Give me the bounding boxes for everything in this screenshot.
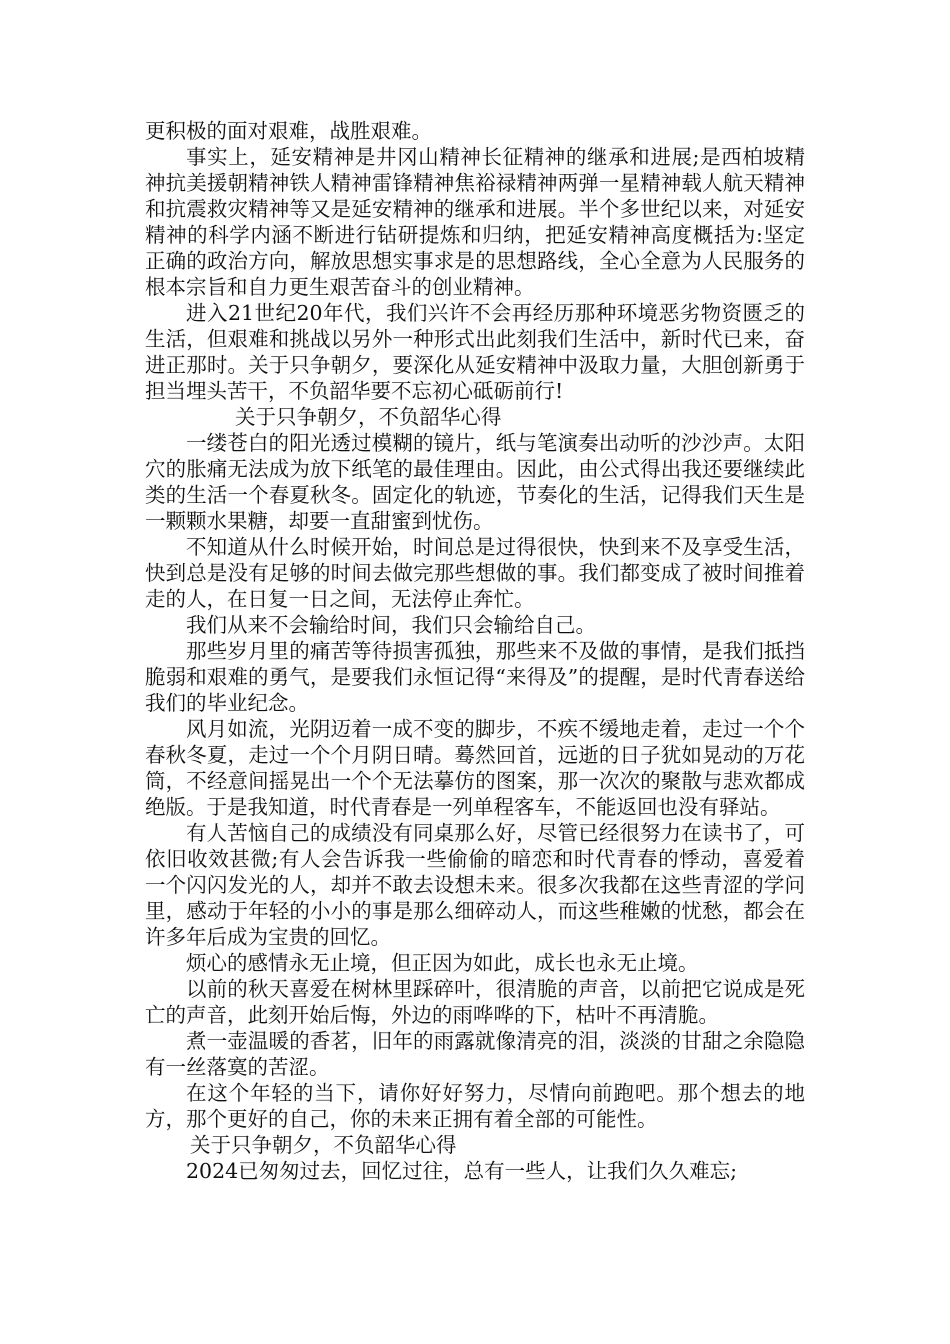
paragraph-9: 有人苦恼自己的成绩没有同桌那么好，尽管已经很努力在读书了，可依旧收效甚微;有人会告诉我一些偷偷的暗恋和时代青春的悸动，喜爱着一个闪闪发光的人，却并不敢去设想未来。很多次我都在这些青涩的学问里，感动于年轻的小小的事是那么细碎动人，而这些稚嫩的忧愁，都会在许多年后成为宝贵的回忆。 [145, 821, 805, 949]
section-heading-2: 关于只争朝夕，不负韶华心得 [190, 1133, 457, 1157]
paragraph-14: 2024已匆匆过去，回忆过往，总有一些人，让我们久久难忘; [186, 1159, 738, 1183]
paragraph-1: 更积极的面对艰难，战胜艰难。 [145, 119, 432, 143]
paragraph-13: 在这个年轻的当下，请你好好努力，尽情向前跑吧。那个想去的地方，那个更好的自己，你的未来正拥有着全部的可能性。 [145, 1081, 805, 1131]
paragraph-5: 不知道从什么时候开始，时间总是过得很快，快到来不及享受生活，快到总是没有足够的时间去做完那些想做的事。我们都变成了被时间推着走的人，在日复一日之间，无法停止奔忙。 [145, 535, 805, 611]
paragraph-12: 煮一壶温暖的香茗，旧年的雨露就像清亮的泪，淡淡的甘甜之余隐隐有一丝落寞的苦涩。 [145, 1029, 805, 1079]
paragraph-6: 我们从来不会输给时间，我们只会输给自己。 [186, 613, 596, 637]
paragraph-11: 以前的秋天喜爱在树林里踩碎叶，很清脆的声音，以前把它说成是死亡的声音，此刻开始后悔，外边的雨哗哗的下，枯叶不再清脆。 [145, 977, 805, 1027]
paragraph-7: 那些岁月里的痛苦等待损害孤独，那些来不及做的事情，是我们抵挡脆弱和艰难的勇气，是要我们永恒记得“来得及”的提醒，是时代青春送给我们的毕业纪念。 [145, 639, 805, 715]
section-heading-1: 关于只争朝夕，不负韶华心得 [235, 405, 502, 429]
paragraph-4: 一缕苍白的阳光透过模糊的镜片，纸与笔演奏出动听的沙沙声。太阳穴的胀痛无法成为放下纸笔的最佳理由。因此，由公式得出我还要继续此类的生活一个春夏秋冬。固定化的轨迹，节奏化的生活，记得我们天生是一颗颗水果糖，却要一直甜蜜到忧伤。 [145, 431, 805, 533]
document-page [145, 118, 805, 1184]
paragraph-8: 风月如流，光阴迈着一成不变的脚步，不疾不缓地走着，走过一个个春秋冬夏，走过一个个月阴日晴。蓦然回首，远逝的日子犹如晃动的万花筒，不经意间摇晃出一个个无法摹仿的图案，那一次次的聚散与悲欢都成绝版。于是我知道，时代青春是一列单程客车，不能返回也没有驿站。 [145, 717, 805, 819]
paragraph-10: 烦心的感情永无止境，但正因为如此，成长也永无止境。 [186, 951, 699, 975]
paragraph-2: 事实上，延安精神是井冈山精神长征精神的继承和进展;是西柏坡精神抗美援朝精神铁人精神雷锋精神焦裕禄精神两弹一星精神载人航天精神和抗震救灾精神等又是延安精神的继承和进展。半个多世纪以来，对延安精神的科学内涵不断进行钻研提炼和归纳，把延安精神高度概括为:坚定正确的政治方向，解放思想实事求是的思想路线，全心全意为人民服务的根本宗旨和自力更生艰苦奋斗的创业精神。 [145, 145, 805, 299]
paragraph-3: 进入21世纪20年代，我们兴许不会再经历那种环境恶劣物资匮乏的生活，但艰难和挑战以另外一种形式出此刻我们生活中，新时代已来，奋进正那时。关于只争朝夕，要深化从延安精神中汲取力量，大胆创新勇于担当埋头苦干，不负韶华要不忘初心砥砺前行! [145, 301, 805, 403]
